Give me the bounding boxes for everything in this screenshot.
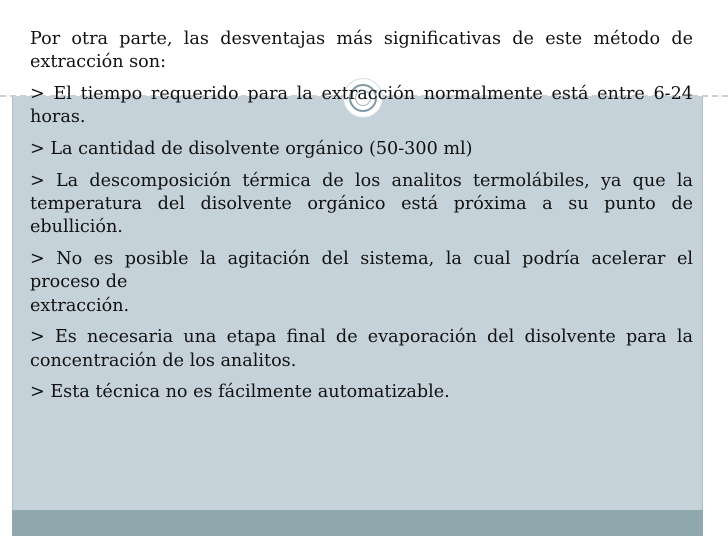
body-text — [30, 28, 693, 413]
bullet-no-agitation-continued: extracción. — [30, 295, 130, 316]
bullet-no-agitation: > No es posible la agitación del sistema, la cual podría acelerar el proceso de — [30, 249, 693, 293]
bullet-time-required: > El tiempo requerido para la extracción normalmente está entre 6-24 horas. — [30, 84, 693, 128]
bullet-not-automatable: > Esta técnica no es fácilmente automatizable. — [30, 382, 450, 403]
footer-band — [12, 510, 703, 536]
paragraph-intro: Por otra parte, las desventajas más significativas de este método de extracción son: — [30, 29, 693, 73]
bullet-thermal-decomposition: > La descomposición térmica de los analitos termolábiles, ya que la temperatura del disolvente orgánico está próxima a su punto de ebullición. — [30, 170, 693, 238]
bullet-evaporation-step: > Es necesaria una etapa final de evaporación del disolvente para la concentración de los analitos. — [30, 327, 693, 371]
bullet-solvent-amount: > La cantidad de disolvente orgánico (50-300 ml) — [30, 139, 473, 159]
